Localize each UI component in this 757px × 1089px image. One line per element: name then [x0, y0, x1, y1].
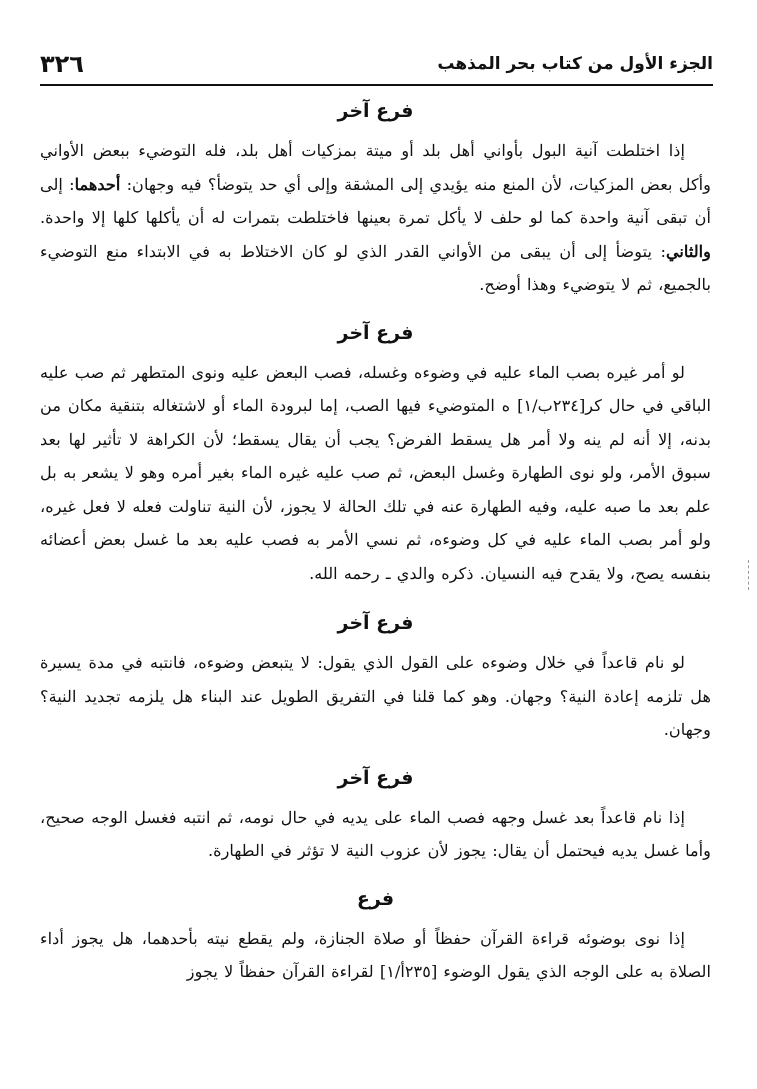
section-heading: فرع آخر: [337, 612, 414, 634]
section-paragraph: إذا نوى بوضوئه قراءة القرآن حفظاً أو صلاة الجنازة، ولم يقطع نيته بأحدهما، هل يجوز أداء الصلاة به على الوجه الذي يقول الوضوء [٢٣٥أ/١] لقراءة القرآن حفظاً لا يجوز: [40, 928, 711, 981]
section-paragraph: إذا نام قاعداً بعد غسل وجهه فصب الماء على يديه في حال نومه، ثم انتبه فغسل الوجه صحيح، وأما غسل يديه فيحتمل أن يقال: يجوز لأن عزوب النية لا تؤثر في الطهارة.: [40, 807, 711, 860]
paragraph-text: : يتوضأ إلى أن يبقى من الأواني القدر الذي لو كان الاختلاط به في الابتداء منع التوضيء بالجميع، ثم لا يتوضيء وهذا أوضح.: [40, 241, 711, 294]
keyword-second: والثاني: [665, 241, 711, 261]
paragraph-text: إذا اختلطت آنية البول بأواني أهل بلد أو ميتة بمزكيات أهل بلد، فله التوضيء ببعض الأواني وأكل بعض المزكيات، لأن المنع منه يؤيدي إلى المشقة وإلى أي حد يتوضأ؟ فيه وجهان:: [40, 141, 711, 194]
section-paragraph: لو أمر غيره بصب الماء عليه في وضوءه وغسله، فصب البعض عليه ونوى المتطهر ثم صب عليه الباقي في حال كر[٢٣٤ب/١] ه المتوضيء فيها الصب، إما لبرودة الماء أو لاشتغاله بتنقية مكان من بدنه، إلا أنه لم ينه ولا أمر هل يسقط الفرض؟ يجب أن يقال يسقط؛ لأن الكراهة لا تأثير لها بعد سبوق الأمر، ولو نوى الطهارة وغسل البعض، ثم صب عليه غيره الماء بغير أمره وهو لا يشعر به بل علم بعد ما صبه عليه، وفيه الطهارة عنه في تلك الحالة لا يجوز، لأن النية تناولت فعله لا فعل غيره، ولو أمر بصب الماء عليه في كل وضوءه، ثم نسي الأمر به فصب عليه بعد ما غسل بعض أعضائه بنفسه يصح، ولا يقدح فيه النسيان. ذكره والدي ـ رحمه الله.: [40, 362, 712, 583]
section-3: [40, 606, 711, 747]
page-body: [40, 88, 711, 989]
section-1: [40, 94, 711, 302]
paragraph-text: : إلى أن تبقى آنية واحدة كما لو حلف لا يأكل تمرة بعينها فاختلطت بتمرات له أن يأكلها كلها إلا واحدة.: [40, 174, 711, 227]
section-paragraph: لو نام قاعداً في خلال وضوءه على القول الذي يقول: لا يتبعض وضوءه، فانتبه في مدة يسيرة هل تلزمه إعادة النية؟ وجهان. وهو كما قلنا في التفريق الطويل عند البناء هل يلزمه تجديد النية؟ وجهان.: [40, 653, 711, 739]
section-heading: فرع: [356, 887, 395, 910]
section-heading: فرع آخر: [337, 321, 414, 344]
margin-scan-mark: [734, 560, 749, 590]
section-4: [40, 761, 711, 868]
section-paragraph: [40, 134, 711, 302]
page-number: ٣٢٦: [40, 50, 84, 78]
section-heading: فرع آخر: [337, 100, 414, 122]
section-2: [40, 316, 711, 591]
keyword-first: أحدهما: [74, 174, 121, 194]
section-heading: فرع آخر: [337, 766, 414, 789]
running-title: الجزء الأول من كتاب بحر المذهب: [437, 54, 713, 74]
page-header: [40, 44, 713, 86]
section-5: [40, 882, 711, 989]
